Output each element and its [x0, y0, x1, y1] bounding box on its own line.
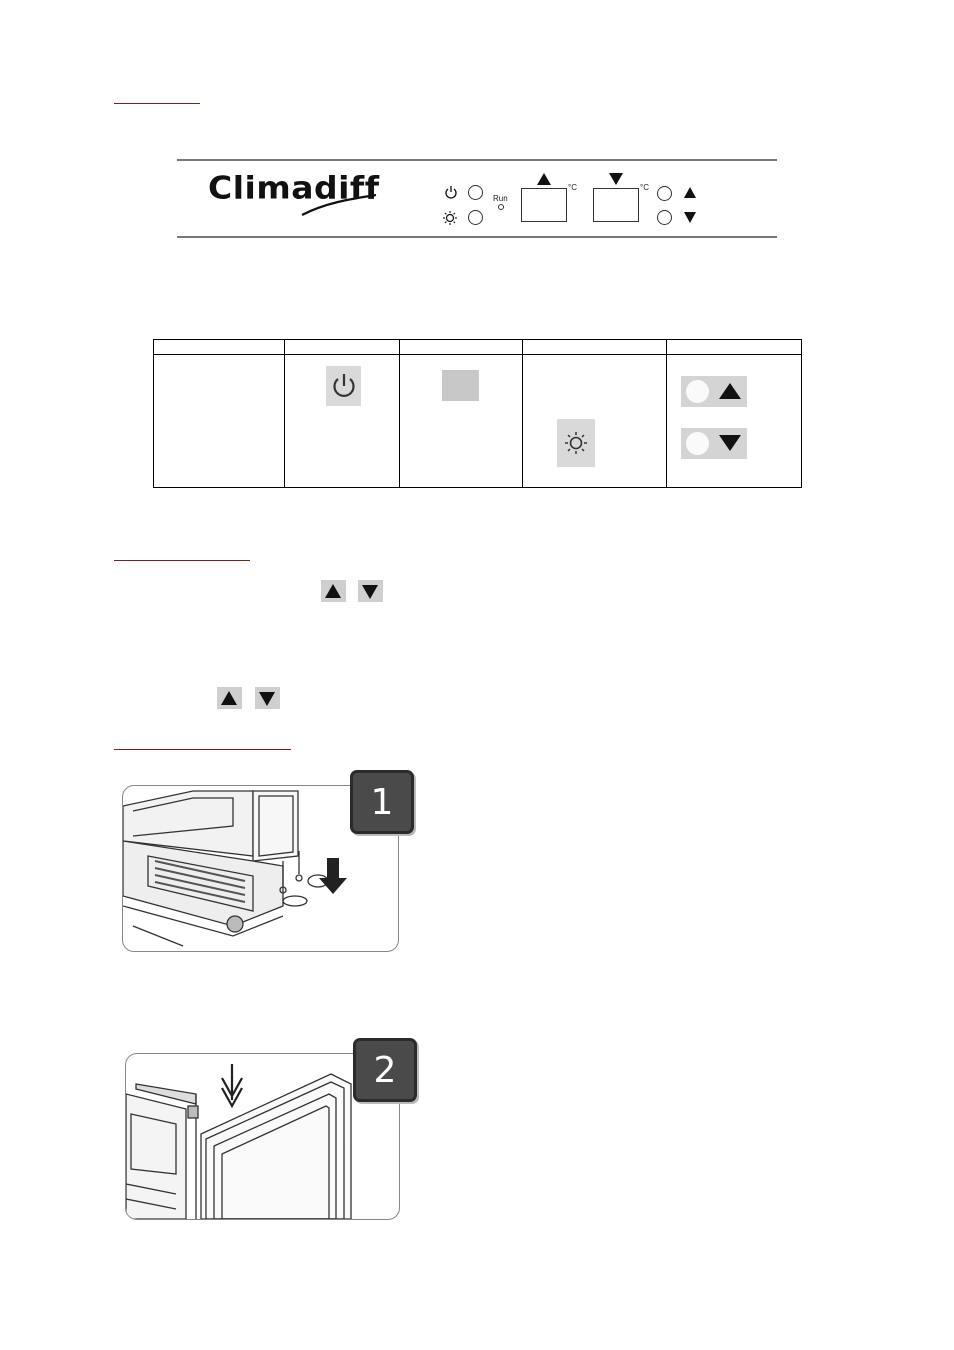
power-icon — [444, 185, 458, 199]
led-circle — [686, 432, 709, 455]
run-led — [498, 204, 504, 210]
celsius-unit-2: °C — [640, 183, 649, 192]
table-column-divider — [284, 340, 285, 487]
section-heading-underline-3 — [114, 749, 291, 750]
inline-down-arrow-icon — [255, 687, 280, 709]
logo-flourish-icon — [300, 185, 380, 225]
triangle-up-icon — [684, 187, 696, 198]
temperature-display-1 — [521, 188, 567, 222]
triangle-down-icon — [684, 212, 696, 223]
step-badge-2: 2 — [353, 1038, 417, 1102]
inline-down-arrow-icon — [358, 580, 383, 602]
panel-top-line — [177, 159, 777, 161]
inline-up-arrow-icon — [217, 687, 242, 709]
triangle-down-icon — [609, 173, 623, 185]
table-column-divider — [399, 340, 400, 487]
celsius-unit-1: °C — [568, 183, 577, 192]
power-button-icon — [326, 366, 361, 406]
power-icon — [331, 372, 357, 400]
inline-up-arrow-icon — [321, 580, 346, 602]
light-led — [468, 210, 483, 225]
lightbulb-icon — [563, 430, 589, 456]
lightbulb-icon — [442, 210, 458, 226]
up-button-icon — [681, 376, 747, 407]
brand-logo: Climadiff — [208, 168, 380, 207]
section-heading-underline-1 — [114, 103, 200, 104]
led-circle — [686, 380, 709, 403]
table-header-divider — [154, 354, 801, 355]
run-label: Run — [493, 194, 508, 203]
down-led — [657, 210, 672, 225]
table-column-divider — [666, 340, 667, 487]
panel-bottom-line — [177, 236, 777, 238]
triangle-up-icon — [719, 383, 741, 399]
power-led — [468, 185, 483, 200]
triangle-down-icon — [719, 435, 741, 451]
section-heading-underline-2 — [114, 560, 250, 561]
triangle-up-icon — [537, 173, 551, 185]
display-icon — [442, 370, 479, 401]
down-button-icon — [681, 428, 747, 459]
temperature-display-2 — [593, 188, 639, 222]
light-button-icon — [557, 419, 595, 467]
step-badge-1: 1 — [350, 770, 414, 834]
up-led — [657, 186, 672, 201]
controls-table — [153, 339, 802, 488]
table-column-divider — [522, 340, 523, 487]
